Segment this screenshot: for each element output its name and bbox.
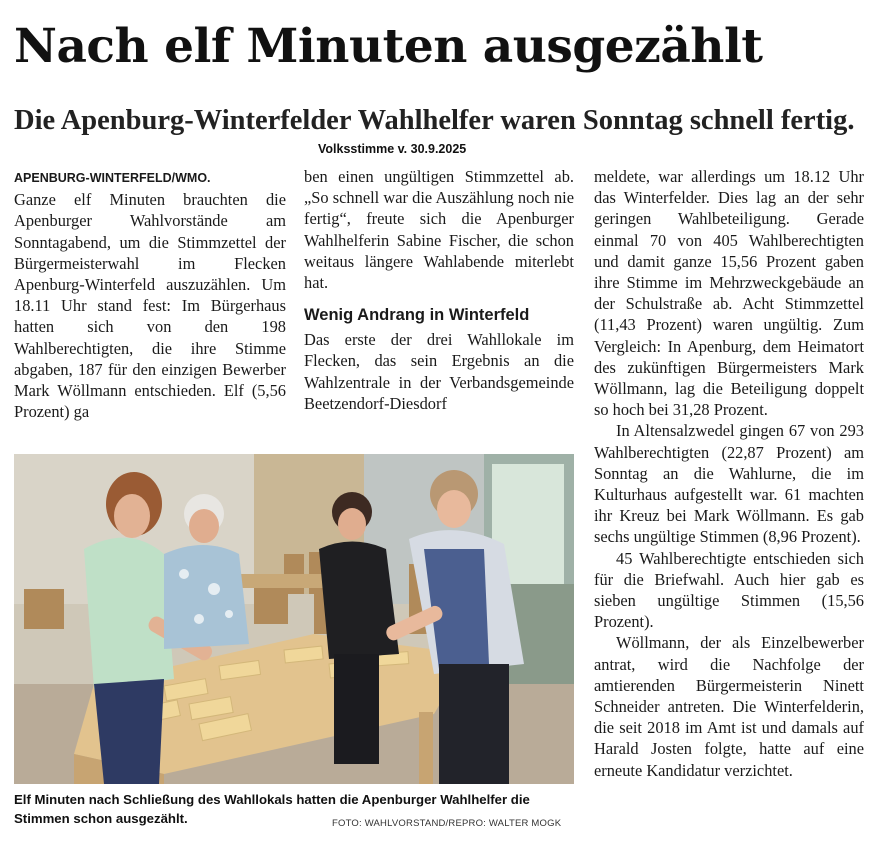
article-column-3	[594, 166, 864, 781]
col1-text: Ganze elf Minuten brauchten die Apenburger Wahlvorstände am Sonntagabend, um die Stimmzettel der Bürgermeisterwahl im Flecken Apenburg-Winterfeld auszuzählen. Um 18.11 Uhr stand fest: Im Bürgerhaus hatten sich von den 198 Wahlberechtigten, die ihre Stimme abgaben, 187 für den einzigen Bewerber Mark Wöllmann entschieden. Elf (5,56 Prozent) ga	[14, 190, 286, 422]
source-line: Volksstimme v. 30.9.2025	[318, 142, 467, 156]
photo-illustration	[14, 454, 574, 784]
photo-caption: Elf Minuten nach Schließung des Wahllokals hatten die Apenburger Wahlhelfer die Stimmen schon ausgezählt.	[14, 792, 530, 826]
col3-paragraph-1: meldete, war allerdings um 18.12 Uhr das Winterfelder. Dies lag an der sehr geringen Wahlbeteiligung. Gerade einmal 70 von 405 Wahlberechtigten und damit ganze 15,56 Prozent gaben ihre Stimme im Mehrzweckgebäude an der Schulstraße ab. Acht Stimmzettel (11,43 Prozent) waren ungültig. Zum Vergleich: In Apenburg, dem Heimatort des zukünftigen Bürgermeisters Mark Wöllmann, lag die Beteiligung doppelt so hoch bei 31,28 Prozent.	[594, 167, 864, 420]
subheadline: Die Apenburg-Winterfelder Wahlhelfer waren Sonntag schnell fertig.	[14, 105, 855, 136]
col3-paragraph-3: 45 Wahlberechtigte entschieden sich für die Briefwahl. Auch hier gab es sieben ungültige Stimmen (15,56 Prozent).	[594, 548, 864, 632]
col3-paragraph-2: In Altensalzwedel gingen 67 von 293 Wahlberechtigten (22,87 Prozent) am Sonntag an die Wahlurne, die im Kulturhaus aufgestellt war. 61 machten ihr Kreuz bei Mark Wöllmann. Es gab sechs ungültige Stimmen (8,96 Prozent).	[594, 421, 864, 547]
dateline: APENBURG-WINTERFELD/WMO.	[14, 171, 211, 185]
headline: Nach elf Minuten ausgezählt	[14, 19, 763, 74]
article-column-2	[304, 166, 574, 414]
section-heading: Wenig Andrang in Winterfeld	[304, 306, 530, 325]
article-column-1	[14, 166, 286, 422]
photo-credit: FOTO: WAHLVORSTAND/REPRO: WALTER MOGK	[332, 818, 562, 829]
col2-text: ben einen ungültigen Stimmzettel ab. „So schnell war die Auszählung noch nie fertig“, freute sich die Apenburger Wahlhelferin Sabine Fischer, die schon weitaus längere Wahlabende miterlebt hat.	[304, 167, 574, 293]
article-photo	[14, 454, 574, 784]
col2-text-2: Das erste der drei Wahllokale im Flecken, das sein Ergebnis an die Wahlzentrale in der Verbandsgemeinde Beetzendorf-Diesdorf	[304, 330, 574, 413]
col3-paragraph-4: Wöllmann, der als Einzelbewerber antrat, wird die Nachfolge der amtierenden Bürgermeisterin Ninett Schneider antreten. Die Winterfelderin, die seit 2018 im Amt ist und damals auf Harald Josten folgte, hatte auf eine erneute Kandidatur verzichtet.	[594, 633, 864, 780]
